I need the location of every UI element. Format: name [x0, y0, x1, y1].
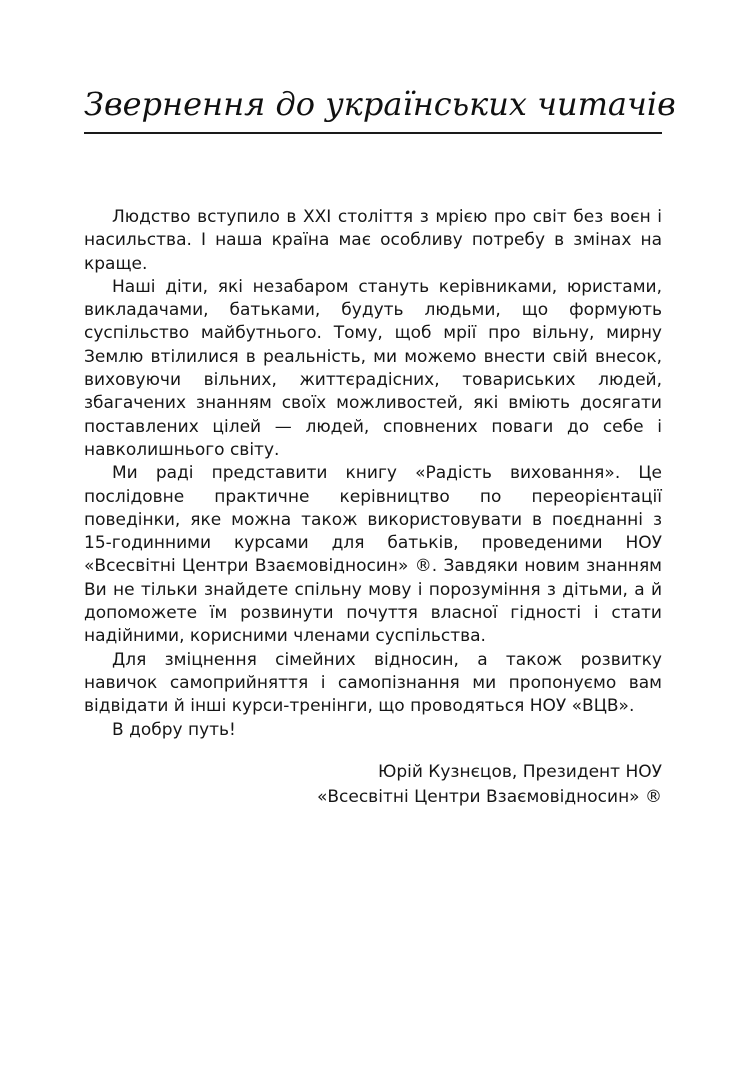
title-underline: [84, 132, 662, 134]
signature-name: Юрій Кузнєцов, Президент НОУ: [377, 762, 662, 782]
signature-organization: «Всесвітні Центри Взаємовідносин» ®: [316, 787, 662, 807]
paragraph-3: Ми раді представити книгу «Радість виховання». Це послідовне практичне керівництво по переорієнтації поведінки, яке можна також використовувати в поєднанні з 15-годинними курсами для батьків, проведеними НОУ «Всесвітні Центри Взаємовідносин» ®. Завдяки новим знанням Ви не тільки знайдете спільну мову і порозуміння з дітьми, а й допоможете їм розвинути почуття власної гідності і стати надійними, корисними членами суспільства.: [84, 463, 662, 647]
paragraph-4: Для зміцнення сімейних відносин, а також розвитку навичок самоприйняття і самопізнання ми пропонуємо вам відвідати й інші курси-тренінги, що проводяться НОУ «ВЦВ».: [84, 649, 662, 717]
paragraph-2: Наші діти, які незабаром стануть керівниками, юристами, викладачами, батьками, будуть людьми, що формують суспільство майбутнього. Тому, щоб мрії про вільну, мирну Землю втілилися в реальність, ми можемо внести свій внесок, виховуючи вільних, життєрадісних, товариських людей, збагачених знанням своїх можливостей, які вміють досягати поставлених цілей — людей, сповнених поваги до себе і навколишнього світу.: [84, 276, 662, 460]
paragraph-5: В добру путь!: [112, 719, 236, 740]
signature: [162, 760, 662, 810]
body-text: [84, 206, 662, 742]
page-title: Звернення до українських читачів: [84, 85, 676, 123]
paragraph-1: Людство вступило в ХХІ століття з мрією про світ без воєн і насильства. І наша країна має особливу потребу в змінах на краще.: [84, 207, 662, 274]
